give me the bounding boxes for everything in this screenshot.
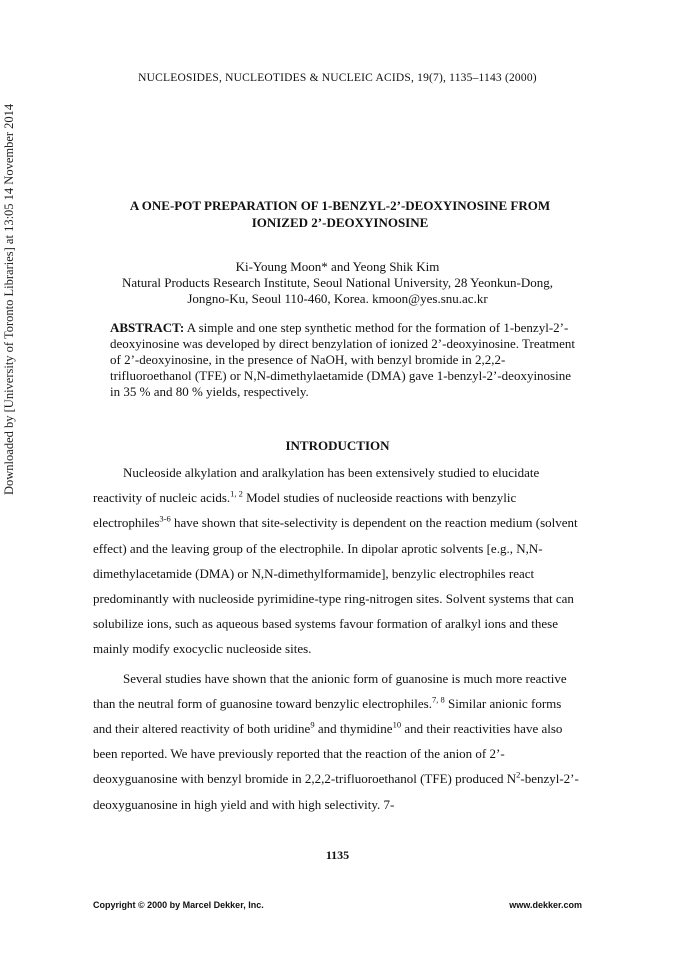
download-stamp: Downloaded by [University of Toronto Libraries] at 13:05 14 November 2014 xyxy=(2,103,16,495)
affiliation-line-1: Natural Products Research Institute, Seoul National University, 28 Yeonkun-Dong, xyxy=(122,275,553,290)
superscript: 2 xyxy=(516,770,521,781)
paper-title xyxy=(80,197,600,231)
abstract-text: A simple and one step synthetic method for the formation of 1-benzyl-2’-deoxyinosine was developed by direct benzylation of ionized 2’-deoxyinosine. Treatment of 2’-deoxyinosine, in the presence of NaOH, with benzyl bromide in 2,2,2-trifluoroethanol (TFE) or N,N-dimethylaetamide (DMA) gave 1-benzyl-2’-deoxyinosine in 35 % and 80 % yields, respectively. xyxy=(110,320,575,399)
text-run: Similar anionic forms and their altered reactivity of both uridine xyxy=(93,695,562,737)
abstract-label: ABSTRACT: xyxy=(110,320,185,335)
citation-ref: 10 xyxy=(392,719,402,730)
abstract xyxy=(110,320,578,400)
paragraph-1 xyxy=(93,460,583,662)
citation-ref: 7, 8 xyxy=(431,694,445,705)
citation-ref: 1, 2 xyxy=(230,488,243,499)
text-run: and their reactivities have also been reported. We have previously reported that the reaction of the anion of 2’-deoxyguanosine with benzyl bromide in 2,2,2-trifluoroethanol (TFE) produced N xyxy=(93,721,563,787)
affiliation xyxy=(0,275,675,307)
footer-copyright: Copyright © 2000 by Marcel Dekker, Inc. xyxy=(93,900,264,910)
citation-ref: 3-6 xyxy=(159,514,171,525)
text-run: Nucleoside alkylation and aralkylation has been extensively studied to elucidate reactivity of nucleic acids. xyxy=(93,465,540,506)
section-heading-introduction: INTRODUCTION xyxy=(285,438,390,453)
text-run: Several studies have shown that the anionic form of guanosine is much more reactive than the neutral form of guanosine toward benzylic electrophiles. xyxy=(93,670,567,711)
page-number: 1135 xyxy=(325,848,350,862)
text-run: Model studies of nucleoside reactions with benzylic electrophiles xyxy=(93,490,517,531)
text-run: and thymidine xyxy=(314,721,393,737)
paragraph-2 xyxy=(93,666,583,817)
title-line-2: IONIZED 2’-DEOXYINOSINE xyxy=(251,215,429,230)
journal-header: NUCLEOSIDES, NUCLEOTIDES & NUCLEIC ACIDS, 19(7), 1135–1143 (2000) xyxy=(138,72,537,84)
footer-url: www.dekker.com xyxy=(509,900,582,910)
affiliation-line-2: Jongno-Ku, Seoul 110-460, Korea. kmoon@yes.snu.ac.kr xyxy=(187,291,488,306)
text-run: -benzyl-2’-deoxyguanosine in high yield and with high selectivity. 7- xyxy=(93,771,579,812)
introduction-body xyxy=(93,460,583,821)
authors: Ki-Young Moon* and Yeong Shik Kim xyxy=(235,259,440,274)
citation-ref: 9 xyxy=(310,719,315,730)
text-run: have shown that site-selectivity is dependent on the reaction medium (solvent effect) and the leaving group of the electrophile. In dipolar aprotic solvents [e.g., N,N-dimethylacetamide (DMA) or N,N-dimethylformamide], benzylic electrophiles react predominantly with nucleoside pyrimidine-type ring-nitrogen sites. Solvent systems that can solubilize ions, such as aqueous based systems favour formation of aralkyl ions and these mainly modify exocyclic nucleoside sites. xyxy=(93,515,578,657)
title-line-1: A ONE-POT PREPARATION OF 1-BENZYL-2’-DEOXYINOSINE FROM xyxy=(129,198,551,213)
